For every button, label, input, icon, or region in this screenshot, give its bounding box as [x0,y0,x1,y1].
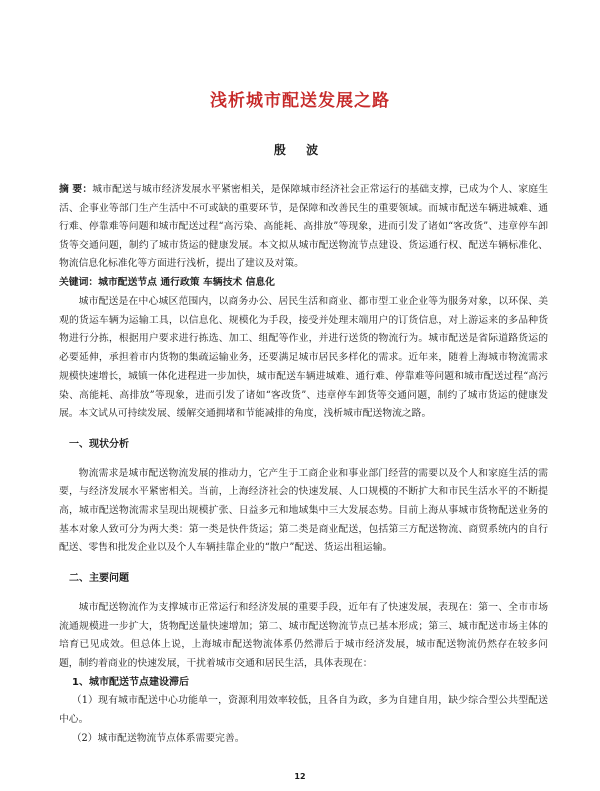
section-heading-problems: 二、主要问题 [69,573,129,585]
abstract-block [59,181,548,292]
list-item: （2）城市配送物流节点体系需要完善。 [71,732,245,744]
problems-paragraph: 城市配送物流作为支撑城市正常运行和经济发展的重要手段，近年有了快速发展，表现在：第一、全市市场流通规模进一步扩大，货物配送量快速增加；第二、城市配送物流节点已基本形成；第三、城市配送市场主体的培育已见成效。但总体上说，上海城市配送物流体系仍然滞后于城市经济发展，城市配送物流仍然存在较多问题，制约着商业的快速发展，干扰着城市交通和居民生活，具体表现在： [59,601,548,669]
section-heading-status: 一、现状分析 [69,438,129,450]
article-title: 浅析城市配送发展之路 [210,91,390,111]
keywords-text: 城市配送节点 通行政策 车辆技术 信息化 [98,276,275,288]
list-item: （1）现有城市配送中心功能单一，资源利用效率较低，且各自为政，多为自建自用，缺少综合型公共型配送中心。 [59,695,548,726]
keywords-label: 关键词： [59,276,99,288]
subsection-heading-nodes: 1、城市配送节点建设滞后 [72,676,189,688]
abstract-label: 摘 要： [59,184,93,195]
page-number: 12 [294,772,306,781]
abstract-text: 城市配送与城市经济发展水平紧密相关，是保障城市经济社会正常运行的基础支撑，已成为个人、家庭生活、企事业等部门生产生活中不可或缺的重要环节，是保障和改善民生的重要领域。而城市配送车辆进城难、通行难、停靠难等问题和城市配送过程“高污染、高能耗、高排放”等现象，进而引发了诸如“客改货”、违章停车卸货等交通问题，制约了城市货运的健康发展。本文拟从城市配送物流节点建设、货运通行权、配送车辆标准化、物流信息化标准化等方面进行浅析，提出了建议及对策。 [59,184,549,269]
status-paragraph: 物流需求是城市配送物流发展的推动力，它产生于工商企业和事业部门经营的需要以及个人和家庭生活的需要，与经济发展水平紧密相关。当前，上海经济社会的快速发展、人口规模的不断扩大和市民生活水平的不断提高，城市配送物流需求呈现出规模扩张、日益多元和地域集中三大发展态势。目前上海从事城市货物配送业务的基本对象人致可分为两大类：第一类是快件货运；第二类是商业配送，包括第三方配送物流、商贸系统内的自行配送、零售和批发企业以及个人车辆挂靠企业的“散户”配送、货运出租运输。 [59,467,548,554]
intro-paragraph: 城市配送是在中心城区范围内，以商务办公、居民生活和商业、都市型工业企业等为服务对象，以环保、美观的货运车辆为运输工具，以信息化、规模化为手段，接受并处理末端用户的订货信息，对上游运来的多品种货物进行分拣，根据用户要求进行拣选、加工、组配等作业，并进行送货的物流行为。城市配送是省际道路货运的必要延伸，承担着市内货物的集疏运输业务，还要满足城市居民多样化的需求。近年来，随着上海城市物流需求规模快速增长，城镇一体化进程进一步加快，城市配送车辆进城难、通行难、停靠难等问题和城市配送过程“高污染、高能耗、高排放”等现象，进而引发了诸如“客改货”、违章停车卸货等交通问题，制约了城市货运的健康发展。本文试从可持续发展、缓解交通拥堵和节能减排的角度，浅析城市配送物流之路。 [59,296,548,420]
keywords-line [59,274,548,293]
abstract-paragraph [59,181,548,274]
article-body [59,293,548,748]
author-name: 殷 波 [273,143,327,157]
